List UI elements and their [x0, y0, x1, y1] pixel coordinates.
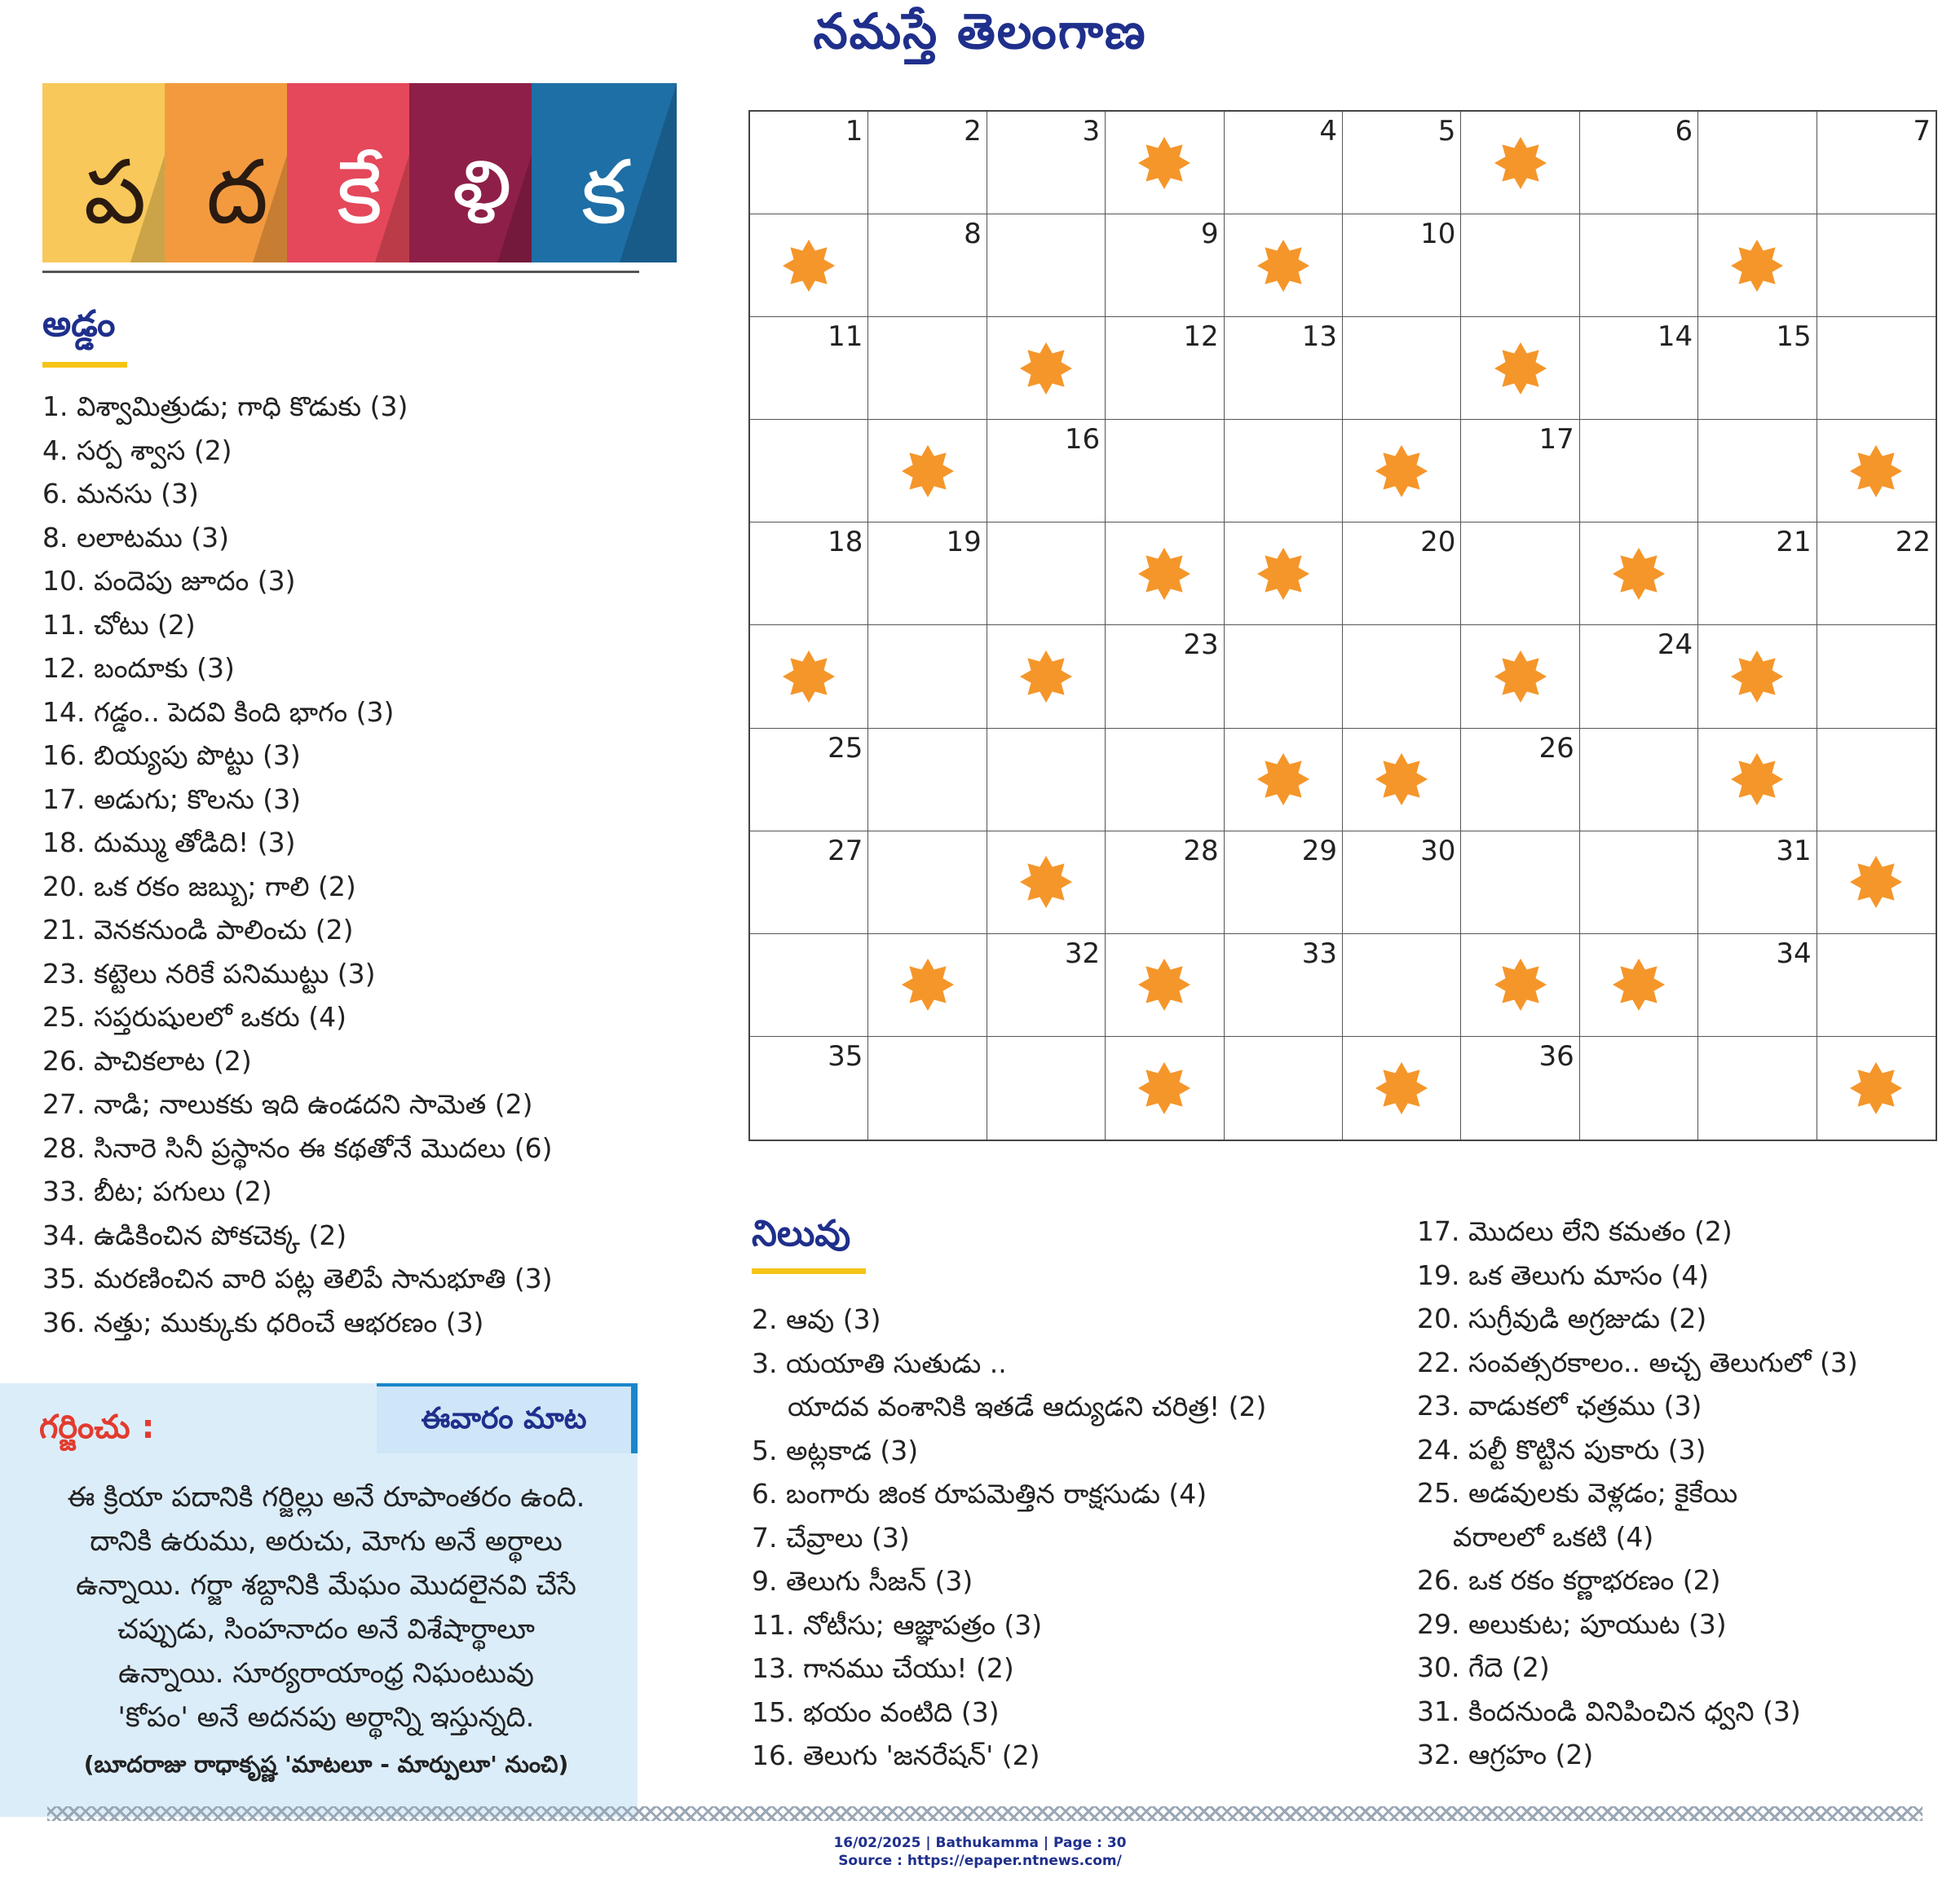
- across-clue: 12. బందూకు (3): [42, 652, 235, 684]
- grid-cell[interactable]: [1343, 214, 1461, 317]
- across-clue: 26. పాచికలాట (2): [42, 1044, 252, 1077]
- clue-number: 12: [1183, 320, 1219, 354]
- word-of-week-credit: (బూదరాజు రాధాకృష్ణ 'మాటలూ - మార్పులూ' నుంచి): [83, 1751, 569, 1778]
- across-clue: 8. లలాటము (3): [42, 521, 229, 553]
- star-icon: [1849, 444, 1903, 498]
- grid-cell[interactable]: [1698, 112, 1817, 214]
- down-clue: 13. గానము చేయు! (2): [752, 1652, 1014, 1684]
- grid-cell[interactable]: [750, 729, 868, 831]
- clue-number: 34: [1776, 937, 1812, 970]
- clue-number: 5: [1437, 115, 1456, 148]
- grid-cell[interactable]: [868, 112, 987, 214]
- clue-number: 32: [1064, 937, 1101, 970]
- clue-number: 18: [828, 526, 863, 559]
- down-clue: యాదవ వంశానికి ఇతడే ఆద్యుడని చరిత్ర! (2): [788, 1391, 1267, 1422]
- clue-number: 22: [1895, 526, 1931, 559]
- clue-number: 31: [1776, 834, 1812, 867]
- crossword-grid: [748, 110, 1937, 1141]
- clue-number: 11: [828, 320, 863, 354]
- clue-number: 19: [946, 526, 982, 559]
- star-icon: [1256, 752, 1310, 806]
- across-clue: 20. ఒక రకం జబ్బు; గాలి (2): [42, 870, 356, 902]
- across-clue: 25. సప్తరుషులలో ఒకరు (4): [42, 1001, 347, 1033]
- word-of-week-word: గర్జించు :: [39, 1409, 155, 1446]
- star-icon: [1494, 342, 1547, 395]
- grid-cell[interactable]: [1580, 317, 1698, 420]
- star-icon: [1849, 855, 1903, 909]
- clue-number: 17: [1538, 423, 1574, 456]
- clue-number: 27: [828, 834, 863, 867]
- across-clue: 33. బీట; పగులు (2): [42, 1175, 272, 1207]
- clue-number: 36: [1538, 1039, 1574, 1073]
- down-clues-col1: [752, 1298, 1266, 1778]
- down-clue: 15. భయం వంటిది (3): [752, 1695, 1000, 1728]
- grid-cell[interactable]: [1343, 317, 1461, 420]
- across-clue: 18. దుమ్ము తోడిది! (3): [42, 827, 296, 858]
- grid-cell[interactable]: [1580, 934, 1698, 1037]
- star-icon: [1137, 136, 1191, 190]
- grid-cell[interactable]: [1106, 831, 1224, 934]
- down-clue: 17. మొదలు లేని కమతం (2): [1417, 1215, 1733, 1247]
- grid-cell[interactable]: [1461, 214, 1579, 317]
- down-clue: 25. అడవులకు వెళ్లడం; కైకేయి: [1417, 1477, 1738, 1509]
- decorative-border: [47, 1806, 1922, 1821]
- title-tile-char: క: [580, 142, 628, 244]
- clue-number: 4: [1319, 115, 1337, 148]
- grid-cell[interactable]: [987, 831, 1106, 934]
- star-icon: [1256, 547, 1310, 601]
- down-clue: 23. వాడుకలో ఛత్రము (3): [1417, 1390, 1702, 1422]
- grid-cell[interactable]: [1698, 729, 1817, 831]
- across-clue: 28. సినారె సినీ ప్రస్థానం ఈ కథతోనే మొదలు (6): [42, 1131, 553, 1164]
- grid-cell[interactable]: [868, 729, 987, 831]
- clue-number: 35: [828, 1039, 863, 1073]
- across-clue: 11. చోటు (2): [42, 608, 196, 641]
- grid-cell[interactable]: [1817, 112, 1936, 214]
- clue-number: 6: [1675, 115, 1693, 148]
- grid-cell[interactable]: [1817, 1037, 1936, 1140]
- grid-cell[interactable]: [987, 317, 1106, 420]
- grid-cell[interactable]: [1698, 1037, 1817, 1140]
- grid-cell[interactable]: [1817, 831, 1936, 934]
- down-clue: 22. సంవత్సరకాలం.. అచ్చ తెలుగులో (3): [1417, 1346, 1858, 1378]
- star-icon: [1375, 444, 1428, 498]
- title-tile: [532, 83, 677, 262]
- grid-cell[interactable]: [1106, 625, 1224, 728]
- grid-cell[interactable]: [1698, 831, 1817, 934]
- grid-cell[interactable]: [1343, 729, 1461, 831]
- down-clue: 31. కిందనుండి వినిపించిన ధ్వని (3): [1417, 1695, 1801, 1727]
- across-clue: 23. కట్టెలు నరికే పనిముట్టు (3): [42, 957, 376, 990]
- star-icon: [1730, 239, 1784, 293]
- grid-cell[interactable]: [1225, 1037, 1343, 1140]
- footer-source: Source : https://epaper.ntnews.com/: [838, 1853, 1122, 1869]
- clue-number: 3: [1082, 115, 1101, 148]
- grid-cell[interactable]: [1580, 729, 1698, 831]
- word-of-week-line: దానికి ఉరుము, అరుచు, మోగు అనే అర్థాలు: [90, 1525, 563, 1558]
- clue-number: 10: [1420, 218, 1456, 251]
- grid-cell[interactable]: [1817, 522, 1936, 625]
- star-icon: [1494, 136, 1547, 190]
- grid-cell[interactable]: [750, 934, 868, 1037]
- star-icon: [782, 650, 836, 703]
- clue-number: 2: [964, 115, 982, 148]
- across-clue: 34. ఉడికించిన పోకచెక్క (2): [42, 1219, 347, 1251]
- word-of-week-line: ఈ క్రియా పదానికి గర్జిల్లు అనే రూపాంతరం ఉంది.: [67, 1481, 585, 1514]
- grid-cell[interactable]: [1343, 831, 1461, 934]
- grid-cell[interactable]: [1461, 729, 1579, 831]
- grid-cell[interactable]: [1817, 420, 1936, 522]
- clue-number: 7: [1913, 115, 1931, 148]
- down-clue: 5. అట్లకాడ (3): [752, 1434, 919, 1466]
- across-clues: [42, 385, 553, 1344]
- grid-cell[interactable]: [1580, 420, 1698, 522]
- grid-cell[interactable]: [1461, 831, 1579, 934]
- grid-cell[interactable]: [1225, 831, 1343, 934]
- grid-cell[interactable]: [1106, 729, 1224, 831]
- grid-cell[interactable]: [1461, 934, 1579, 1037]
- down-clue: 2. ఆవు (3): [752, 1303, 881, 1335]
- grid-cell[interactable]: [1225, 214, 1343, 317]
- grid-cell[interactable]: [750, 522, 868, 625]
- grid-cell[interactable]: [1343, 522, 1461, 625]
- grid-cell[interactable]: [868, 831, 987, 934]
- grid-cell[interactable]: [1461, 522, 1579, 625]
- down-clue: 19. ఒక తెలుగు మాసం (4): [1417, 1259, 1710, 1291]
- grid-cell[interactable]: [1580, 112, 1698, 214]
- clue-number: 30: [1420, 834, 1456, 867]
- title-tile-char: ప: [83, 142, 147, 244]
- grid-cell[interactable]: [1225, 420, 1343, 522]
- star-icon: [1019, 342, 1073, 395]
- grid-cell[interactable]: [1106, 214, 1224, 317]
- grid-cell[interactable]: [1343, 625, 1461, 728]
- across-clue: 36. నత్తు; ముక్కుకు ధరించే ఆభరణం (3): [42, 1306, 484, 1338]
- grid-cell[interactable]: [1343, 1037, 1461, 1140]
- title-tile-char: ద: [205, 142, 269, 244]
- title-tile-char: ళి: [452, 142, 512, 244]
- masthead: నమస్తే తెలంగాణ: [813, 3, 1147, 60]
- grid-cell[interactable]: [987, 729, 1106, 831]
- star-icon: [1137, 958, 1191, 1012]
- footer-date: 16/02/2025 | Bathukamma | Page : 30: [833, 1835, 1127, 1851]
- grid-cell[interactable]: [1580, 214, 1698, 317]
- grid-cell[interactable]: [987, 934, 1106, 1037]
- across-clue: 6. మనసు (3): [42, 478, 199, 509]
- star-icon: [1019, 855, 1073, 909]
- grid-cell[interactable]: [1698, 317, 1817, 420]
- word-of-week-line: ఉన్నాయి. గర్జా శబ్దానికి మేఘం మొదలైనవి చేసే: [76, 1569, 576, 1602]
- word-of-week-body: [33, 1475, 620, 1739]
- clue-number: 21: [1776, 526, 1812, 559]
- star-icon: [1137, 1061, 1191, 1115]
- clue-number: 13: [1301, 320, 1337, 354]
- down-clue: 32. ఆగ్రహం (2): [1417, 1739, 1594, 1770]
- grid-cell[interactable]: [1225, 934, 1343, 1037]
- grid-cell[interactable]: [1461, 317, 1579, 420]
- clue-number: 26: [1538, 731, 1574, 765]
- grid-cell[interactable]: [868, 522, 987, 625]
- grid-cell[interactable]: [1106, 317, 1224, 420]
- grid-cell[interactable]: [1225, 625, 1343, 728]
- down-clue: 6. బంగారు జింక రూపమెత్తిన రాక్షసుడు (4): [752, 1478, 1207, 1510]
- clue-number: 29: [1301, 834, 1337, 867]
- down-clue: 16. తెలుగు 'జనరేషన్' (2): [752, 1739, 1040, 1771]
- clue-number: 15: [1776, 320, 1812, 354]
- clue-number: 20: [1420, 526, 1456, 559]
- grid-cell[interactable]: [1461, 112, 1579, 214]
- across-clue: 27. నాడి; నాలుకకు ఇది ఉండదని సామెత (2): [42, 1088, 533, 1120]
- grid-cell[interactable]: [987, 420, 1106, 522]
- grid-cell[interactable]: [1580, 1037, 1698, 1140]
- down-clue: 24. పల్టీ కొట్టిన పుకారు (3): [1417, 1433, 1706, 1466]
- word-of-week-line: 'కోపం' అనే అదనపు అర్థాన్ని ఇస్తున్నది.: [117, 1701, 535, 1734]
- across-clue: 35. మరణించిన వారి పట్ల తెలిపే సానుభూతి (3): [42, 1263, 553, 1294]
- clue-number: 33: [1301, 937, 1337, 970]
- star-icon: [782, 239, 836, 293]
- grid-cell[interactable]: [750, 831, 868, 934]
- grid-cell[interactable]: [987, 625, 1106, 728]
- grid-cell[interactable]: [750, 625, 868, 728]
- grid-cell[interactable]: [750, 317, 868, 420]
- grid-cell[interactable]: [1817, 729, 1936, 831]
- grid-cell[interactable]: [1817, 214, 1936, 317]
- word-of-week-line: చప్పుడు, సింహనాదం అనే విశేషార్థాలూ: [117, 1613, 535, 1646]
- grid-cell[interactable]: [1580, 522, 1698, 625]
- grid-cell[interactable]: [1698, 934, 1817, 1037]
- grid-cell[interactable]: [868, 214, 987, 317]
- down-clue: వరాలలో ఒకటి (4): [1453, 1520, 1654, 1553]
- star-icon: [1730, 752, 1784, 806]
- grid-cell[interactable]: [1580, 831, 1698, 934]
- star-icon: [1730, 650, 1784, 703]
- across-clue: 4. సర్ప శ్వాస (2): [42, 434, 232, 466]
- star-icon: [1375, 752, 1428, 806]
- clue-number: 23: [1183, 628, 1219, 662]
- down-clue: 3. యయాతి సుతుడు ..: [752, 1347, 1007, 1379]
- grid-cell[interactable]: [1225, 317, 1343, 420]
- down-clue: 20. సుగ్రీవుడి అగ్రజుడు (2): [1417, 1303, 1707, 1334]
- grid-cell[interactable]: [987, 112, 1106, 214]
- star-icon: [901, 958, 955, 1012]
- grid-cell[interactable]: [1343, 934, 1461, 1037]
- grid-cell[interactable]: [1106, 1037, 1224, 1140]
- across-clue: 14. గడ్డం.. పెదవి కింది భాగం (3): [42, 695, 395, 728]
- grid-cell[interactable]: [868, 420, 987, 522]
- down-clue: 30. గేదె (2): [1417, 1651, 1550, 1683]
- down-underline: [752, 1268, 866, 1274]
- grid-cell[interactable]: [987, 1037, 1106, 1140]
- clue-number: 9: [1200, 218, 1219, 251]
- grid-cell[interactable]: [1698, 522, 1817, 625]
- grid-cell[interactable]: [868, 1037, 987, 1140]
- clue-number: 28: [1183, 834, 1219, 867]
- star-icon: [1849, 1061, 1903, 1115]
- down-heading: నిలువు: [752, 1213, 851, 1254]
- across-clue: 21. వెనకనుండి పాలించు (2): [42, 914, 354, 946]
- grid-cell[interactable]: [750, 214, 868, 317]
- grid-cell[interactable]: [1817, 317, 1936, 420]
- star-icon: [1019, 650, 1073, 703]
- grid-cell[interactable]: [1225, 729, 1343, 831]
- star-icon: [1375, 1061, 1428, 1115]
- grid-cell[interactable]: [987, 214, 1106, 317]
- down-clue: 9. తెలుగు సీజన్ (3): [752, 1565, 973, 1597]
- across-underline: [42, 362, 127, 368]
- grid-cell[interactable]: [1106, 934, 1224, 1037]
- grid-cell[interactable]: [868, 934, 987, 1037]
- grid-cell[interactable]: [1698, 420, 1817, 522]
- grid-cell[interactable]: [1225, 522, 1343, 625]
- star-icon: [1256, 239, 1310, 293]
- across-heading: అడ్డం: [42, 303, 116, 345]
- clue-number: 16: [1064, 423, 1101, 456]
- star-icon: [1494, 650, 1547, 703]
- grid-cell[interactable]: [1106, 420, 1224, 522]
- grid-cell[interactable]: [1343, 420, 1461, 522]
- header-rule: [42, 271, 639, 273]
- grid-cell[interactable]: [750, 112, 868, 214]
- grid-cell[interactable]: [1343, 112, 1461, 214]
- star-icon: [1137, 547, 1191, 601]
- grid-cell[interactable]: [1461, 625, 1579, 728]
- grid-cell[interactable]: [1106, 522, 1224, 625]
- grid-cell[interactable]: [1461, 420, 1579, 522]
- grid-cell[interactable]: [750, 1037, 868, 1140]
- down-clue: 26. ఒక రకం కర్ణాభరణం (2): [1417, 1564, 1721, 1596]
- grid-cell[interactable]: [1106, 112, 1224, 214]
- grid-cell[interactable]: [868, 625, 987, 728]
- clue-number: 14: [1657, 320, 1693, 354]
- grid-cell[interactable]: [1698, 625, 1817, 728]
- down-clue: 7. చేవ్రాలు (3): [752, 1521, 910, 1554]
- clue-number: 25: [828, 731, 863, 765]
- down-clue: 29. అలుకుట; పూయుట (3): [1417, 1607, 1727, 1640]
- clue-number: 8: [964, 218, 982, 251]
- grid-cell[interactable]: [987, 522, 1106, 625]
- star-icon: [1612, 958, 1666, 1012]
- title-tile-char: కే: [336, 142, 383, 244]
- grid-cell[interactable]: [1580, 625, 1698, 728]
- grid-cell[interactable]: [1817, 625, 1936, 728]
- grid-cell[interactable]: [1225, 112, 1343, 214]
- star-icon: [901, 444, 955, 498]
- clue-number: 1: [845, 115, 863, 148]
- grid-cell[interactable]: [1698, 214, 1817, 317]
- across-clue: 16. బియ్యపు పొట్టు (3): [42, 739, 301, 771]
- star-icon: [1612, 547, 1666, 601]
- grid-cell[interactable]: [1461, 1037, 1579, 1140]
- word-of-week-tag: ఈవారం మాట: [377, 1383, 638, 1453]
- across-clue: 1. విశ్వామిత్రుడు; గాధి కొడుకు (3): [42, 390, 408, 422]
- down-clues-col2: [1417, 1210, 1858, 1777]
- across-clue: 10. పందెపు జూదం (3): [42, 565, 296, 597]
- clue-number: 24: [1657, 628, 1693, 662]
- down-clue: 11. నోటీసు; ఆజ్ఞాపత్రం (3): [752, 1608, 1043, 1641]
- across-clue: 17. అడుగు; కొలను (3): [42, 783, 302, 815]
- word-of-week-line: ఉన్నాయి. సూర్యరాయాంధ్ర నిఘంటువు: [118, 1657, 534, 1690]
- star-icon: [1494, 958, 1547, 1012]
- grid-cell[interactable]: [868, 317, 987, 420]
- grid-cell[interactable]: [1817, 934, 1936, 1037]
- grid-cell[interactable]: [750, 420, 868, 522]
